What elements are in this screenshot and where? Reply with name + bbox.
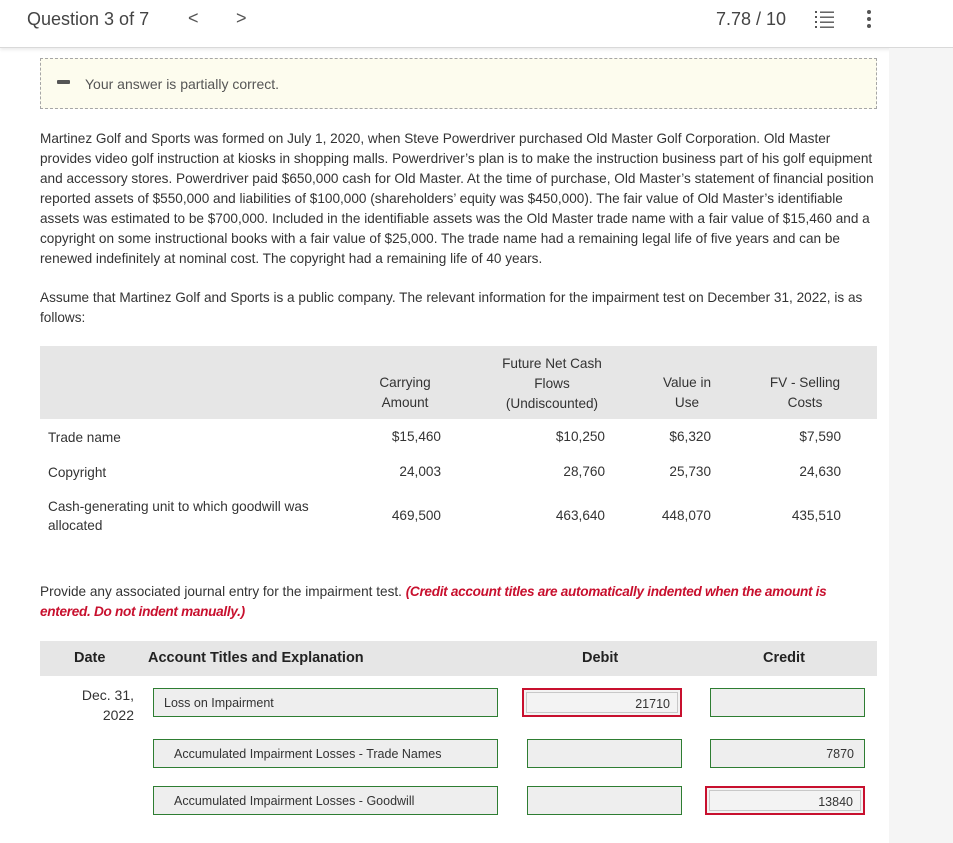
journal-table-header — [40, 641, 877, 676]
question-header — [0, 0, 953, 48]
row-label: Trade name — [48, 430, 121, 445]
value-in-use-value: $6,320 — [669, 429, 711, 444]
question-number: Question 3 of 7 — [27, 9, 150, 29]
credit-amount-input[interactable]: 13840 — [705, 786, 865, 815]
status-message: Your answer is partially correct. — [85, 76, 280, 92]
value-in-use-value: 448,070 — [661, 508, 711, 523]
partial-correct-banner — [40, 58, 877, 109]
previous-question-button[interactable]: < — [188, 8, 199, 28]
partial-status-icon — [57, 80, 70, 84]
right-side-panel — [889, 48, 953, 843]
credit-amount-input[interactable]: 7870 — [710, 739, 865, 768]
header-future-net-cash-flows: Future Net Cash Flows (Undiscounted) — [502, 356, 602, 411]
question-list-icon[interactable] — [815, 9, 835, 29]
carrying-amount-value: 24,003 — [399, 464, 441, 479]
header-account-titles: Account Titles and Explanation — [148, 650, 364, 666]
problem-paragraph-1: Martinez Golf and Sports was formed on July 1, 2020, when Steve Powerdriver purchased Old Master Golf Corporation. Old Master provides video golf instruction at kiosks in shopping malls. Powerdriver’s plan is to make the instruction business part of his golf equipment and accessory stores. Powerdriver paid $650,000 cash for Old Master. At the time of purchase, Old Master’s statement of financial position reported assets of $550,000 and liabilities of $100,000 (shareholders’ equity was $450,000). The fair value of Old Master’s identifiable assets was estimated to be $700,000. Included in the identifiable assets was the Old Master trade name with a fair value of $15,460 and a copyright on some instructional books with a fair value of $25,000. The trade name had a remaining legal life of five years and can be renewed indefinitely at nominal cost. The copyright had a remaining life of 40 years. — [40, 131, 874, 266]
future-cash-flows-value: 463,640 — [555, 508, 605, 523]
journal-instruction: Provide any associated journal entry for the impairment test. (Credit account titles are automatically indented when the amount is entered. Do not indent manually.) — [40, 584, 827, 619]
account-title-input[interactable]: Loss on Impairment — [153, 688, 498, 717]
future-cash-flows-value: $10,250 — [555, 429, 605, 444]
more-options-icon[interactable] — [866, 9, 872, 29]
header-credit: Credit — [763, 650, 805, 666]
future-cash-flows-value: 28,760 — [563, 464, 605, 479]
fv-selling-costs-value: $7,590 — [799, 429, 841, 444]
debit-amount-input[interactable] — [527, 786, 682, 815]
account-title-input[interactable]: Accumulated Impairment Losses - Goodwill — [153, 786, 498, 815]
entry-date: Dec. 31, 2022 — [81, 687, 134, 723]
header-fv-selling-costs: FV - Selling Costs — [769, 375, 841, 410]
fv-selling-costs-value: 435,510 — [791, 508, 841, 523]
carrying-amount-value: 469,500 — [391, 508, 441, 523]
instruction-note: (Credit account titles are automatically indented when the amount is entered. Do not indent manually.) — [40, 584, 827, 619]
header-debit: Debit — [582, 650, 619, 666]
next-question-button[interactable]: > — [236, 8, 247, 28]
header-value-in-use: Value in Use — [662, 375, 712, 410]
header-carrying-amount: Carrying Amount — [379, 375, 431, 410]
row-label: Copyright — [48, 465, 107, 480]
credit-amount-input[interactable] — [710, 688, 865, 717]
debit-amount-input[interactable] — [527, 739, 682, 768]
header-date: Date — [74, 650, 106, 666]
debit-amount-input[interactable]: 21710 — [522, 688, 682, 717]
carrying-amount-value: $15,460 — [391, 429, 441, 444]
row-label: Cash-generating unit to which goodwill was allocated — [48, 499, 309, 533]
problem-paragraph-2: Assume that Martinez Golf and Sports is a public company. The relevant information for the impairment test on December 31, 2022, is as follows: — [40, 290, 863, 325]
value-in-use-value: 25,730 — [669, 464, 711, 479]
account-title-input[interactable]: Accumulated Impairment Losses - Trade Names — [153, 739, 498, 768]
score-display: 7.78 / 10 — [716, 9, 787, 29]
fv-selling-costs-value: 24,630 — [799, 464, 841, 479]
